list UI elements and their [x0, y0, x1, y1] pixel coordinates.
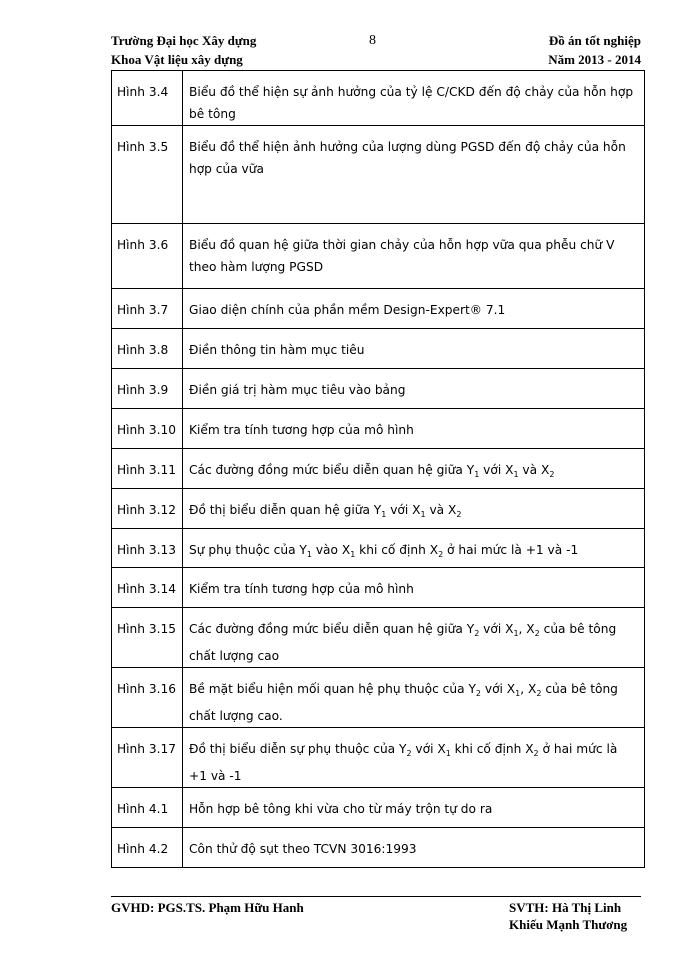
figure-number: Hình 3.11 [112, 449, 183, 489]
figure-number: Hình 3.15 [112, 608, 183, 668]
figure-caption: Các đường đồng mức biểu diễn quan hệ giữa $Y_1$ với $X_1$ và $X_2$ [183, 449, 645, 489]
figure-caption: Biểu đồ thể hiện ảnh hưởng của lượng dùng PGSD đến độ chảy của hỗn hợp của vữa [183, 126, 645, 224]
faculty-name: Khoa Vật liệu xây dựng [111, 52, 243, 67]
figure-caption: Điền thông tin hàm mục tiêu [183, 329, 645, 369]
figure-number: Hình 3.6 [112, 224, 183, 289]
figure-number: Hình 3.17 [112, 728, 183, 788]
page-number: 8 [369, 33, 376, 48]
table-row [112, 449, 645, 489]
footer-rule [111, 896, 641, 897]
figure-number: Hình 3.13 [112, 529, 183, 568]
table-row [112, 289, 645, 329]
figure-caption: Hỗn hợp bê tông khi vừa cho từ máy trộn tự do ra [183, 788, 645, 828]
figure-caption: Các đường đồng mức biểu diễn quan hệ giữa $Y_2$ với $X_1$, $X_2$ của bê tông chất lượng cao [183, 608, 645, 668]
student-name-1: SVTH: Hà Thị Linh [509, 900, 622, 915]
figure-caption: Giao diện chính của phần mềm Design-Expert® 7.1 [183, 289, 645, 329]
table-row [112, 828, 645, 868]
figure-number: Hình 3.14 [112, 568, 183, 608]
table-row [112, 668, 645, 728]
figure-caption: Sự phụ thuộc của $Y_1$ vào $X_1$ khi cố định $X_2$ ở hai mức là +1 và -1 [183, 529, 645, 568]
academic-year: Năm 2013 - 2014 [548, 52, 641, 67]
table-row [112, 409, 645, 449]
table-row [112, 788, 645, 828]
advisor-name: GVHD: PGS.TS. Phạm Hữu Hanh [111, 900, 304, 915]
figure-number: Hình 3.5 [112, 126, 183, 224]
school-name: Trường Đại học Xây dựng [111, 33, 257, 48]
table-row [112, 529, 645, 568]
figure-number: Hình 4.2 [112, 828, 183, 868]
figure-number: Hình 3.7 [112, 289, 183, 329]
student-name-2: Khiếu Mạnh Thương [509, 917, 628, 932]
figure-caption: Kiểm tra tính tương hợp của mô hình [183, 568, 645, 608]
table-row [112, 71, 645, 126]
figure-caption: Côn thử độ sụt theo TCVN 3016:1993 [183, 828, 645, 868]
page-header [111, 30, 641, 70]
figure-number: Hình 3.16 [112, 668, 183, 728]
figure-number: Hình 3.10 [112, 409, 183, 449]
table-row [112, 728, 645, 788]
document-type: Đồ án tốt nghiệp [548, 33, 641, 48]
table-row [112, 126, 645, 224]
figure-list-table [111, 70, 645, 868]
figure-number: Hình 4.1 [112, 788, 183, 828]
page-footer [111, 900, 641, 940]
table-row [112, 608, 645, 668]
figure-caption: Điền giá trị hàm mục tiêu vào bảng [183, 369, 645, 409]
table-row [112, 568, 645, 608]
table-row [112, 369, 645, 409]
figure-caption: Biểu đồ thể hiện sự ảnh hưởng của tỷ lệ C/CKD đến độ chảy của hỗn hợp bê tông [183, 71, 645, 126]
figure-caption: Đồ thị biểu diễn sự phụ thuộc của $Y_2$ với $X_1$ khi cố định $X_2$ ở hai mức là +1 và -1 [183, 728, 645, 788]
figure-number: Hình 3.12 [112, 489, 183, 529]
figure-caption: Đồ thị biểu diễn quan hệ giữa $Y_1$ với $X_1$ và $X_2$ [183, 489, 645, 529]
figure-number: Hình 3.9 [112, 369, 183, 409]
figure-caption: Biểu đồ quan hệ giữa thời gian chảy của hỗn hợp vữa qua phễu chữ V theo hàm lượng PGSD [183, 224, 645, 289]
figure-caption: Kiểm tra tính tương hợp của mô hình [183, 409, 645, 449]
figure-caption: Bề mặt biểu hiện mối quan hệ phụ thuộc của $Y_2$ với $X_1$, $X_2$ của bê tông chất lượng cao. [183, 668, 645, 728]
table-row [112, 489, 645, 529]
table-row [112, 224, 645, 289]
figure-number: Hình 3.8 [112, 329, 183, 369]
figure-number: Hình 3.4 [112, 71, 183, 126]
table-row [112, 329, 645, 369]
